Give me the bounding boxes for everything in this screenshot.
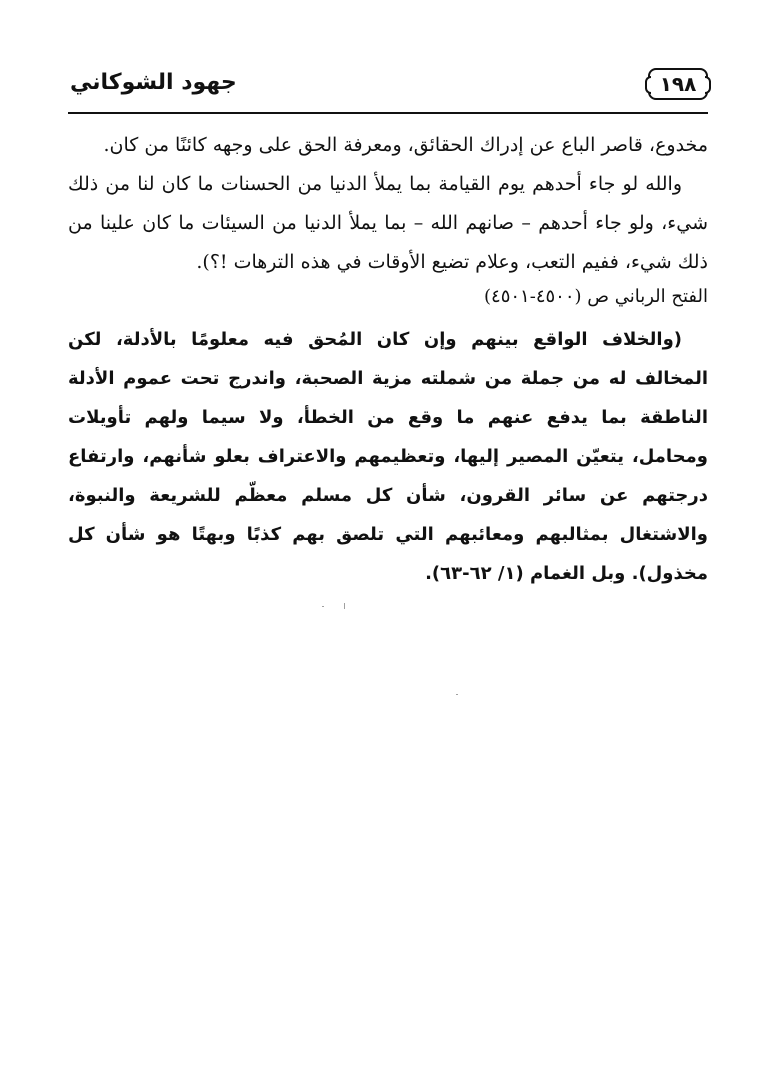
paragraph-1: مخدوع، قاصر الباع عن إدراك الحقائق، ومعرفة الحق على وجهه كائنًا من كان. — [103, 134, 708, 156]
scan-speck — [322, 606, 324, 607]
scan-speck — [456, 694, 458, 695]
source-citation: الفتح الرباني ص (٤٥٠٠-٤٥٠١) — [484, 286, 708, 307]
paragraph-2: والله لو جاء أحدهم يوم القيامة بما يملأ الدنيا من الحسنات ما كان لنا من ذلك شيء، ولو جاء أحدهم – صانهم الله – بما يملأ الدنيا من السيئات ما كان علينا من ذلك شيء، ففيم التعب، وعلام تضيع الأوقات في هذه الترهات !؟). — [68, 173, 708, 273]
header-rule — [68, 112, 708, 114]
page-number: ١٩٨ — [648, 68, 708, 100]
scan-speck — [344, 603, 345, 609]
quoted-paragraph: (والخلاف الواقع بينهم وإن كان المُحق فيه معلومًا بالأدلة، لكن المخالف له من جملة من شملته مزية الصحبة، واندرج تحت عموم الأدلة الناطقة بما يدفع عنهم ما وقع من الخطأ، ولا سيما ولهم تأويلات ومحامل، يتعيّن المصير إليها، وتعظيمهم والاعتراف بعلو شأنهم، وارتفاع درجتهم عن سائر القرون، شأن كل مسلم معظّم للشريعة والنبوة، والاشتغال بمثالبهم ومعائبهم التي تلصق بهم كذبًا وبهتًا هو شأن كل مخذول). وبل الغمام (١/ ٦٢-٦٣). — [68, 329, 708, 584]
page-header — [68, 66, 708, 110]
running-title: جهود الشوكاني — [70, 70, 237, 95]
body-text — [68, 126, 708, 593]
